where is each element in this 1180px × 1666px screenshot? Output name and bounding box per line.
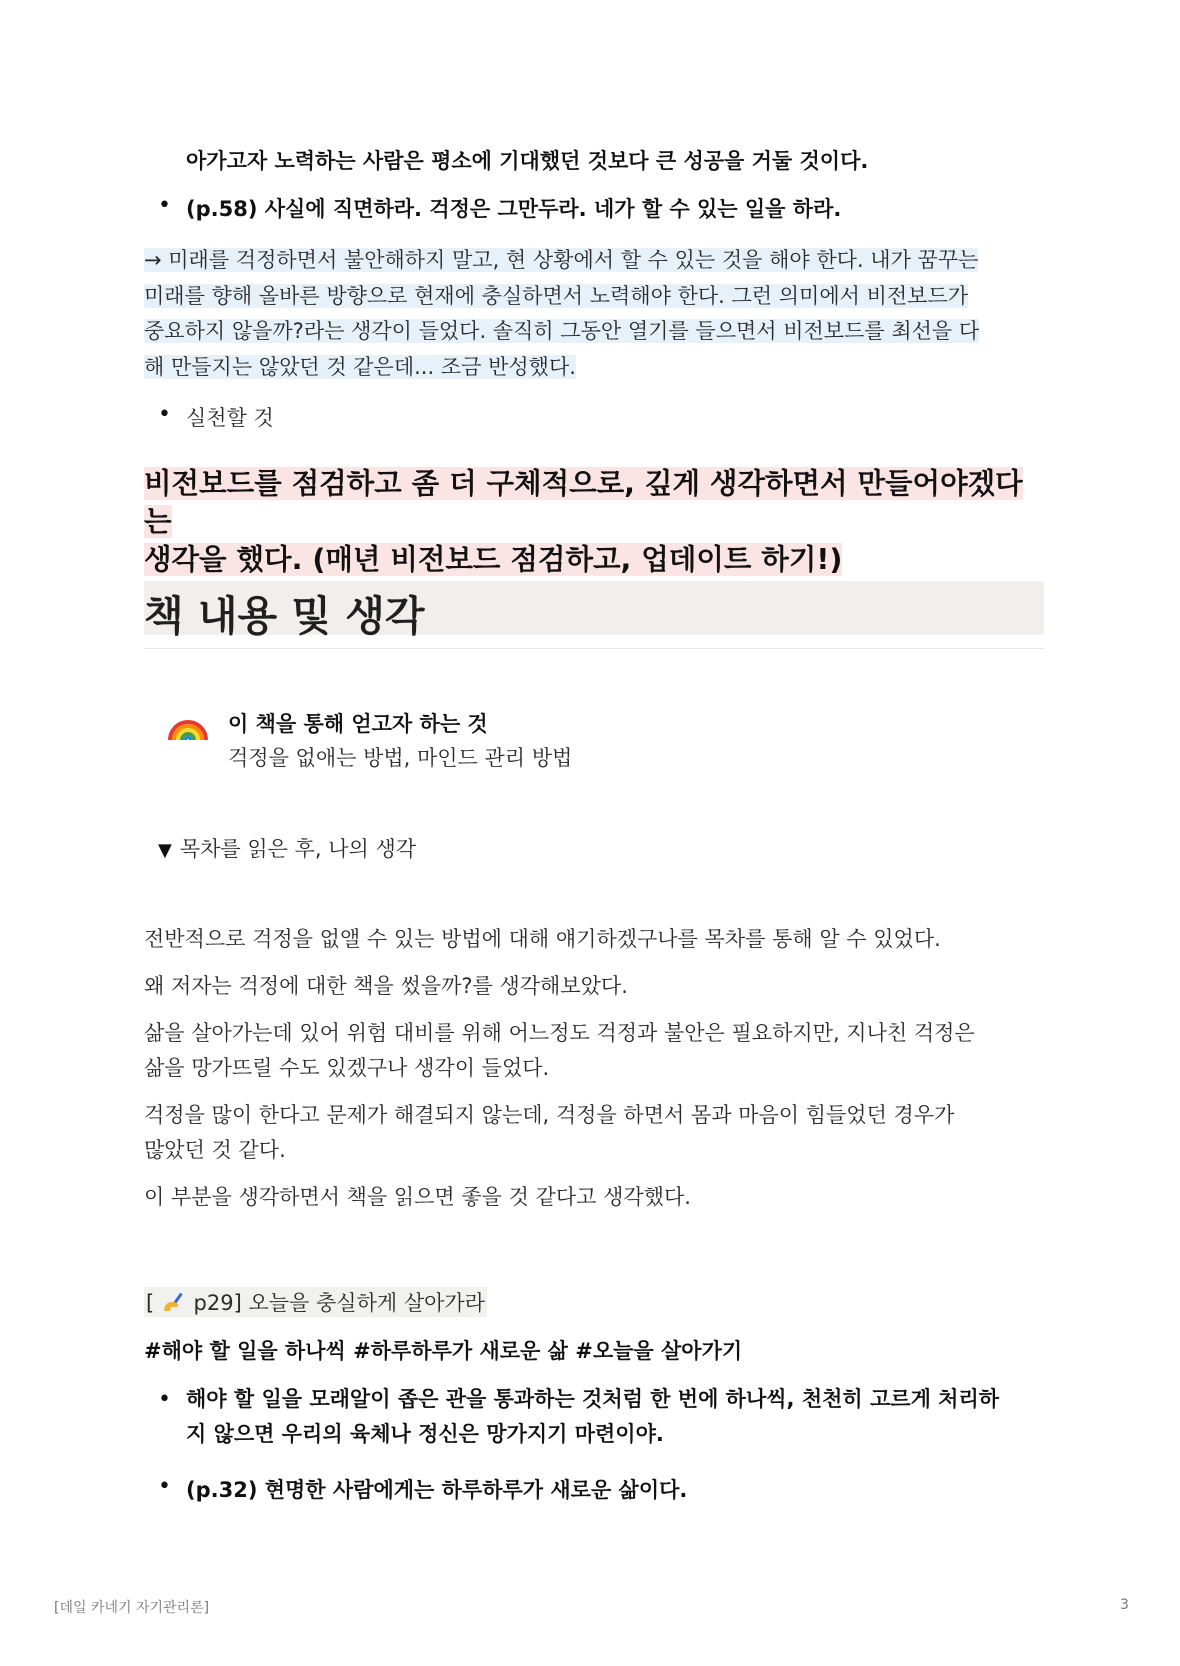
action-line: 비전보드를 점검하고 좀 더 구체적으로, 깊게 생각하면서 만들어야겠다는 xyxy=(144,467,1023,538)
reflection-line: 미래를 향해 올바른 방향으로 현재에 충실하면서 노력해야 한다. 그런 의미에서 비전보드가 xyxy=(144,283,969,308)
toggle-label: 목차를 읽은 후, 나의 생각 xyxy=(179,837,417,861)
section-heading-block xyxy=(144,581,1044,640)
paragraph-line: 삶을 망가뜨릴 수도 있겠구나 생각이 들었다. xyxy=(144,1056,550,1080)
reflection-line: → 미래를 걱정하면서 불안해하지 말고, 현 상황에서 할 수 있는 것을 해야 한다. 내가 꿈꾸는 xyxy=(144,248,979,272)
bullet-item-sand xyxy=(158,1382,1000,1452)
hashtags: #해야 할 일을 하나씩 #하루하루가 새로운 삶 #오늘을 살아가기 xyxy=(144,1339,743,1363)
bullet-item-p58 xyxy=(158,193,842,223)
paragraph-line: 많았던 것 같다. xyxy=(144,1138,286,1162)
paragraph-line: 전반적으로 걱정을 없앨 수 있는 방법에 대해 얘기하겠구나를 목차를 통해 알 수 있었다. xyxy=(144,927,941,951)
callout-title: 이 책을 통해 얻고자 하는 것 xyxy=(228,712,488,736)
action-highlight xyxy=(144,465,1044,579)
toggle-toc-thoughts[interactable] xyxy=(158,833,416,863)
divider xyxy=(144,648,1044,649)
reflection-line: 해 만들지는 않았던 것 같은데... 조금 반성했다. xyxy=(144,354,576,379)
paragraph xyxy=(144,1016,1044,1086)
paragraph xyxy=(144,1098,1044,1168)
bullet-text: 지 않으면 우리의 육체나 정신은 망가지기 마련이야. xyxy=(186,1422,664,1446)
callout-body: 걱정을 없애는 방법, 마인드 관리 방법 xyxy=(228,746,573,770)
paragraph xyxy=(144,969,1044,1004)
bullet-dot: • xyxy=(158,1474,171,1499)
chapter-label xyxy=(144,1287,487,1317)
bullet-text: (p.58) 사실에 직면하라. 걱정은 그만두라. 네가 할 수 있는 일을 하라. xyxy=(186,197,842,221)
reflection-highlight xyxy=(144,243,1044,385)
writing-hand-icon xyxy=(161,1291,187,1313)
bullet-text: (p.32) 현명한 사람에게는 하루하루가 새로운 삶이다. xyxy=(186,1478,688,1502)
bullet-item-p32 xyxy=(158,1474,688,1504)
reflection-line: 중요하지 않을까?라는 생각이 들었다. 솔직히 그동안 열기를 들으면서 비전보드를 최선을 다 xyxy=(144,319,980,343)
chapter-label-text: p29] 오늘을 충실하게 살아가라 xyxy=(186,1291,485,1315)
bullet-text: 해야 할 일을 모래알이 좁은 관을 통과하는 것처럼 한 번에 하나씩, 천천히 고르게 처리하 xyxy=(186,1387,1000,1411)
paragraph-line: 삶을 살아가는데 있어 위험 대비를 위해 어느정도 걱정과 불안은 필요하지만, 지나친 걱정은 xyxy=(144,1021,975,1045)
bullet-dot: • xyxy=(158,1387,171,1412)
triangle-down-icon[interactable]: ▼ xyxy=(158,840,172,861)
bullet-item-practice xyxy=(158,402,274,432)
paragraph xyxy=(144,922,1044,957)
bullet-dot: • xyxy=(158,193,171,218)
bullet-dot: • xyxy=(158,402,171,427)
section-heading: 책 내용 및 생각 xyxy=(144,592,425,640)
quote-continuation: 아가고자 노력하는 사람은 평소에 기대했던 것보다 큰 성공을 거둘 것이다. xyxy=(186,149,869,173)
paragraph xyxy=(144,1180,1044,1215)
page-number: 3 xyxy=(1120,1597,1129,1613)
rainbow-icon xyxy=(167,704,209,746)
paragraph-line: 왜 저자는 걱정에 대한 책을 썼을까?를 생각해보았다. xyxy=(144,974,628,998)
action-line: 생각을 했다. (매년 비전보드 점검하고, 업데이트 하기!) xyxy=(144,543,843,576)
bullet-text: 실천할 것 xyxy=(186,406,274,430)
footer-title: [데일 카네기 자기관리론] xyxy=(54,1600,210,1616)
paragraph-line: 이 부분을 생각하면서 책을 읽으면 좋을 것 같다고 생각했다. xyxy=(144,1185,691,1209)
paragraph-line: 걱정을 많이 한다고 문제가 해결되지 않는데, 걱정을 하면서 몸과 마음이 힘들었던 경우가 xyxy=(144,1103,955,1127)
chapter-label-prefix: [ xyxy=(146,1291,161,1315)
